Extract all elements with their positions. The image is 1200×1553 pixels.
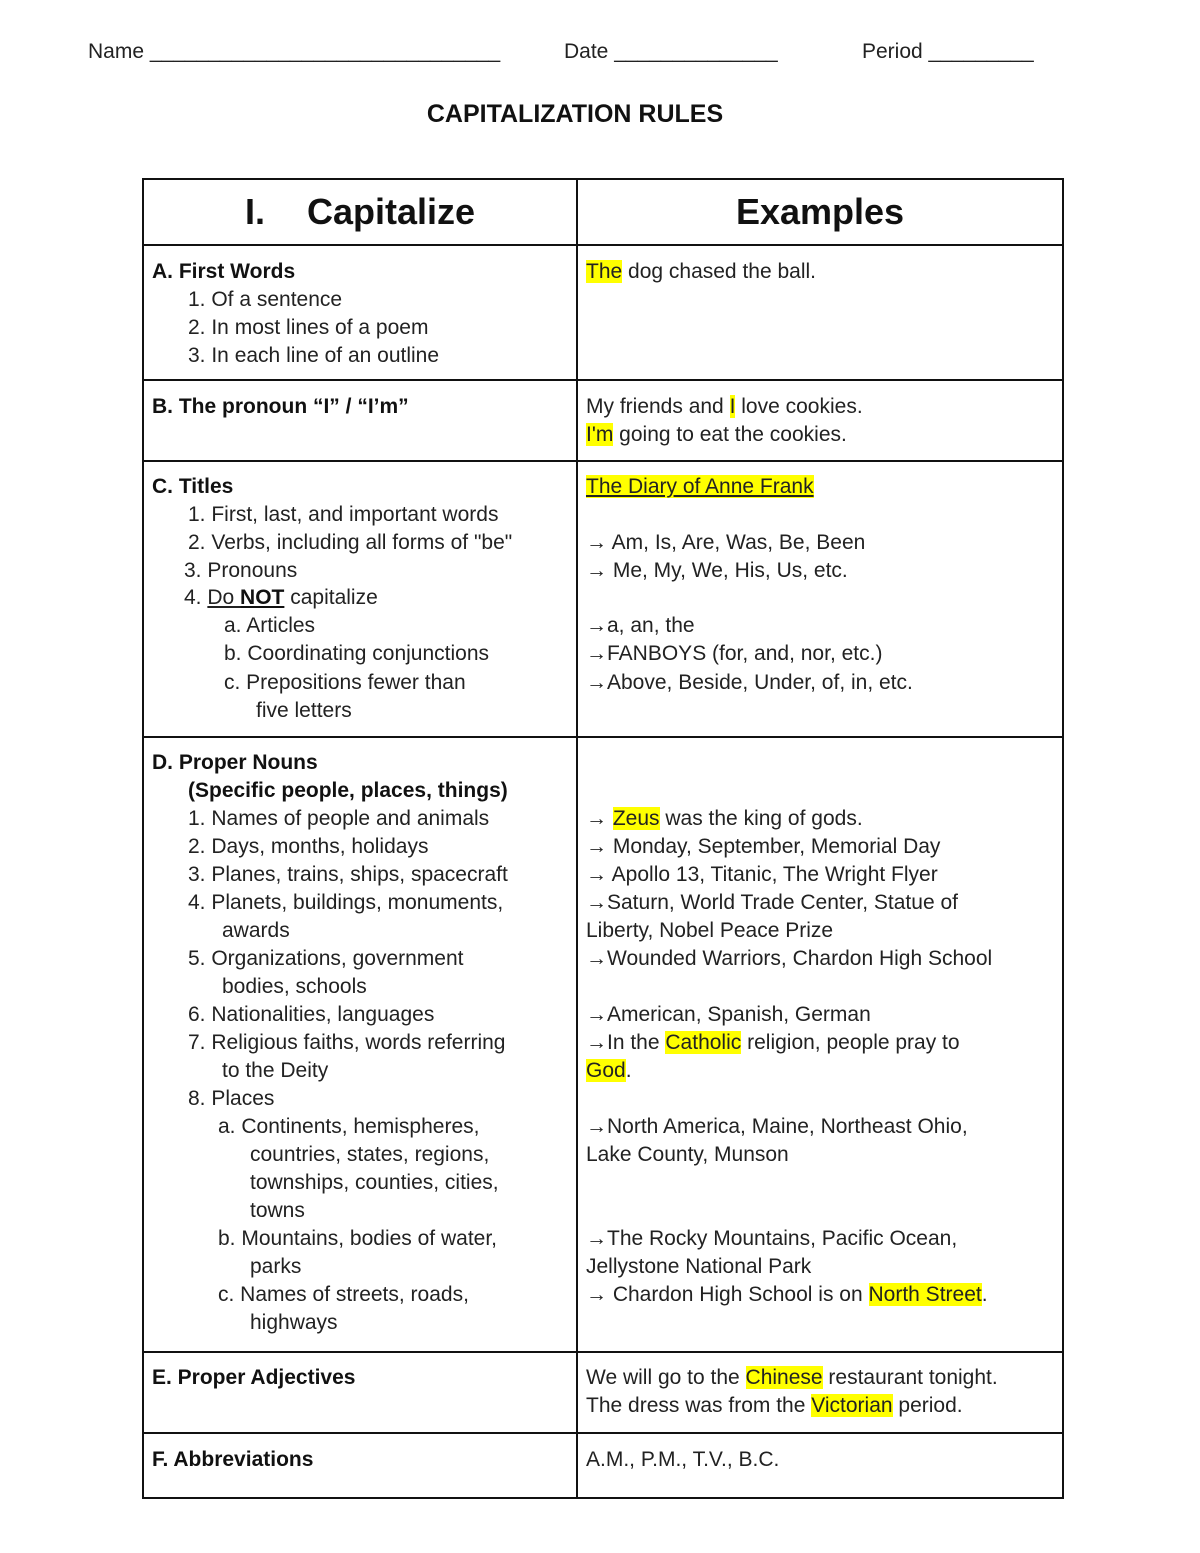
table-row-first-words: [143, 245, 1063, 380]
example-c-conjunctions: →FANBOYS (for, and, nor, etc.): [586, 642, 883, 665]
rule-a-item-2: 2. In most lines of a poem: [188, 316, 429, 339]
rule-c-item-2: 2. Verbs, including all forms of "be": [188, 531, 513, 554]
highlight-north-street: North Street: [868, 1283, 982, 1306]
highlight-catholic: Catholic: [665, 1031, 742, 1054]
rule-d-item-7-cont: to the Deity: [222, 1059, 329, 1082]
rule-d-item-4-cont: awards: [222, 919, 290, 942]
example-d-craft: → Apollo 13, Titanic, The Wright Flyer: [586, 863, 938, 886]
rule-c-item-4: 4. Do NOT capitalize: [184, 586, 378, 609]
rule-d-sub-a: a. Continents, hemispheres,: [218, 1115, 480, 1138]
example-a: The dog chased the ball.: [586, 260, 816, 283]
rule-c-sub-a: a. Articles: [224, 614, 316, 637]
highlight-the: The: [586, 260, 623, 283]
example-d-mountains-cont: Jellystone National Park: [586, 1255, 812, 1278]
rule-c-sub-c: c. Prepositions fewer than: [224, 671, 466, 694]
table-row-pronoun-i: [143, 380, 1063, 461]
example-f: A.M., P.M., T.V., B.C.: [586, 1448, 780, 1471]
date-field-label: Date ______________: [564, 40, 778, 63]
rule-d-item-5-cont: bodies, schools: [222, 975, 367, 998]
rule-d-item-2: 2. Days, months, holidays: [188, 835, 429, 858]
example-c-pronouns: → Me, My, We, His, Us, etc.: [586, 559, 848, 582]
example-b-2: I'm going to eat the cookies.: [586, 423, 847, 446]
example-d-days: → Monday, September, Memorial Day: [586, 835, 941, 858]
example-e-2: The dress was from the Victorian period.: [586, 1394, 963, 1417]
rule-a-item-1: 1. Of a sentence: [188, 288, 343, 311]
rule-c-sub-b: b. Coordinating conjunctions: [224, 642, 490, 665]
rule-b-title: B. The pronoun “I” / “I’m”: [152, 395, 409, 418]
example-d-street: → Chardon High School is on North Street.: [586, 1283, 988, 1306]
highlight-im: I'm: [586, 423, 614, 446]
rule-c-item-3: 3. Pronouns: [184, 559, 298, 582]
rule-d-subtitle: (Specific people, places, things): [188, 779, 508, 802]
example-d-planets-cont: Liberty, Nobel Peace Prize: [586, 919, 834, 942]
heading-capitalize: Capitalize: [306, 191, 476, 232]
example-d-zeus: → Zeus was the king of gods.: [586, 807, 863, 830]
rule-c-title: C. Titles: [152, 475, 234, 498]
table-row-titles: [143, 461, 1063, 737]
example-d-religion: →In the Catholic religion, people pray to: [586, 1031, 960, 1054]
period-field-label: Period _________: [862, 40, 1034, 63]
table-row-proper-nouns: [143, 737, 1063, 1352]
example-e-1: We will go to the Chinese restaurant tonight.: [586, 1366, 998, 1389]
rule-d-sub-a-cont-2: townships, counties, cities,: [250, 1171, 499, 1194]
rule-d-item-4: 4. Planets, buildings, monuments,: [188, 891, 504, 914]
rule-d-item-5: 5. Organizations, government: [188, 947, 464, 970]
page-title: CAPITALIZATION RULES: [426, 100, 724, 128]
highlight-victorian: Victorian: [811, 1394, 893, 1417]
rule-d-item-1: 1. Names of people and animals: [188, 807, 490, 830]
example-d-mountains: →The Rocky Mountains, Pacific Ocean,: [586, 1227, 958, 1250]
rule-d-item-8: 8. Places: [188, 1087, 275, 1110]
rule-e-title: E. Proper Adjectives: [152, 1366, 356, 1389]
table-row-abbreviations: [143, 1433, 1063, 1498]
table-header-row: [143, 179, 1063, 245]
example-c-title: [586, 473, 814, 501]
examples-column-heading: Examples: [577, 179, 1063, 245]
rule-d-sub-b-cont: parks: [250, 1255, 302, 1278]
rule-d-title: D. Proper Nouns: [152, 751, 318, 774]
rule-d-sub-b: b. Mountains, bodies of water,: [218, 1227, 497, 1250]
rule-d-item-7: 7. Religious faiths, words referring: [188, 1031, 506, 1054]
highlight-i: I: [729, 395, 736, 418]
capitalization-rules-table: [142, 178, 1064, 1499]
example-c-prepositions: →Above, Beside, Under, of, in, etc.: [586, 671, 913, 694]
rule-d-item-3: 3. Planes, trains, ships, spacecraft: [188, 863, 508, 886]
rule-d-sub-c-cont: highways: [250, 1311, 338, 1334]
rule-d-sub-a-cont-1: countries, states, regions,: [250, 1143, 490, 1166]
table-row-proper-adjectives: [143, 1352, 1063, 1433]
highlight-god: God: [586, 1059, 626, 1082]
rule-c-sub-c-cont: five letters: [256, 699, 352, 722]
example-d-religion-cont: God.: [586, 1059, 632, 1082]
rule-d-sub-c: c. Names of streets, roads,: [218, 1283, 469, 1306]
rule-d-sub-a-cont-3: towns: [250, 1199, 305, 1222]
name-field-label: Name ______________________________: [88, 40, 501, 63]
example-d-orgs: →Wounded Warriors, Chardon High School: [586, 947, 993, 970]
worksheet-header: [0, 40, 1200, 70]
rule-d-item-6: 6. Nationalities, languages: [188, 1003, 435, 1026]
rule-f-title: F. Abbreviations: [152, 1448, 314, 1471]
example-b-1: My friends and I love cookies.: [586, 395, 863, 418]
heading-roman-numeral: I.: [244, 191, 265, 232]
highlight-book-title: The Diary of Anne Frank: [586, 475, 814, 498]
example-d-planets: →Saturn, World Trade Center, Statue of: [586, 891, 958, 914]
example-d-nationalities: →American, Spanish, German: [586, 1003, 871, 1026]
highlight-chinese: Chinese: [745, 1366, 823, 1389]
example-d-places: →North America, Maine, Northeast Ohio,: [586, 1115, 968, 1138]
highlight-zeus: Zeus: [612, 807, 660, 830]
rule-a-title: A. First Words: [152, 260, 296, 283]
rule-c-item-1: 1. First, last, and important words: [188, 503, 499, 526]
capitalize-column-heading: [143, 179, 577, 245]
rule-a-item-3: 3. In each line of an outline: [188, 344, 440, 367]
example-c-articles: →a, an, the: [586, 614, 695, 637]
example-c-verbs: → Am, Is, Are, Was, Be, Been: [586, 531, 866, 554]
example-d-places-cont: Lake County, Munson: [586, 1143, 789, 1166]
